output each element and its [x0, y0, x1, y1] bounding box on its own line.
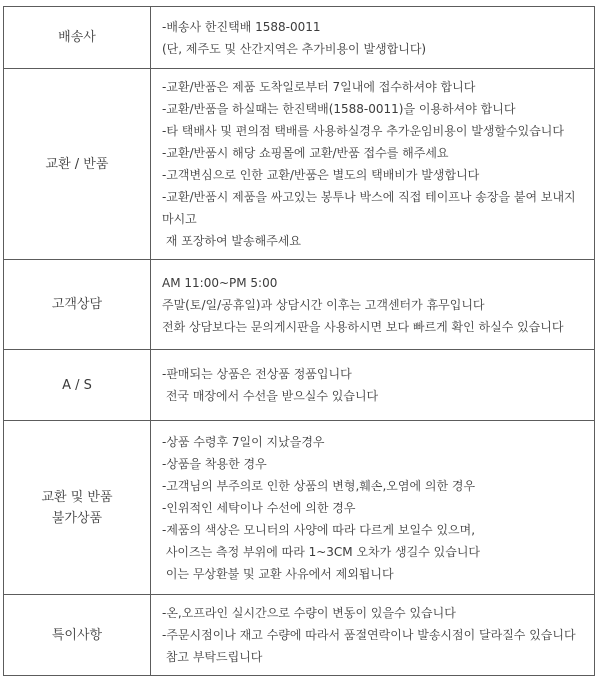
row-content-cell: [151, 421, 595, 595]
row-label-cell: [4, 350, 151, 421]
content-line: 전국 매장에서 수선을 받으실수 있습니다: [162, 389, 379, 403]
row-label-cell: [4, 421, 151, 595]
content-line: AM 11:00~PM 5:00: [162, 275, 278, 290]
content-line: -교환/반품시 해당 쇼핑몰에 교환/반품 접수를 해주세요: [162, 146, 449, 160]
row-label-cell: [4, 595, 151, 676]
table-row: [4, 260, 595, 350]
content-line: -인위적인 세탁이나 수선에 의한 경우: [162, 500, 356, 515]
content-line: -제품의 색상은 모니터의 사양에 따라 다르게 보일수 있으며,: [162, 522, 476, 537]
content-line: -판매되는 상품은 전상품 정품입니다: [162, 367, 352, 381]
content-line: 이는 무상환불 및 교환 사유에서 제외됩니다: [162, 566, 394, 581]
content-line: -온,오프라인 실시간으로 수량이 변동이 있을수 있습니다: [162, 606, 456, 620]
row-content-cell: [151, 350, 595, 421]
row-label-line: 고객상담: [51, 297, 103, 312]
content-line: -교환/반품은 제품 도착일로부터 7일내에 접수하셔야 합니다: [162, 80, 476, 94]
row-label-line: 불가상품: [51, 510, 103, 526]
content-line: 주말(토/일/공휴일)과 상담시간 이후는 고객센터가 휴무입니다: [162, 297, 485, 312]
content-line: -상품을 착용한 경우: [162, 456, 267, 471]
table-row: [4, 69, 595, 260]
row-content-cell: [151, 595, 595, 676]
table-row: [4, 7, 595, 69]
row-label-cell: [4, 7, 151, 69]
content-line: 재 포장하여 발송해주세요: [162, 234, 301, 248]
table-row: [4, 595, 595, 676]
content-line: -교환/반품을 하실때는 한진택배(1588-0011)을 이용하셔야 합니다: [162, 102, 516, 116]
shipping-info-table: [3, 6, 595, 676]
content-line: 참고 부탁드립니다: [162, 650, 263, 664]
row-content-cell: [151, 69, 595, 260]
content-line: -상품 수령후 7일이 지났을경우: [162, 434, 325, 449]
row-label-line: 배송사: [58, 30, 96, 45]
row-label-line: A / S: [62, 377, 92, 393]
info-table-body: [4, 7, 595, 676]
content-line: -교환/반품시 제품을 싸고있는 봉투나 박스에 직접 테이프나 송장을 붙여 보내지 마시고: [162, 190, 580, 226]
content-line: -고객변심으로 인한 교환/반품은 별도의 택배비가 발생합니다: [162, 168, 480, 182]
content-line: 전화 상담보다는 문의게시판을 사용하시면 보다 빠르게 확인 하실수 있습니다: [162, 319, 564, 334]
row-label-line: 교환 및 반품: [41, 489, 113, 505]
content-line: (단, 제주도 및 산간지역은 추가비용이 발생합니다): [162, 41, 427, 56]
content-line: -타 택배사 및 편의점 택배를 사용하실경우 추가운임비용이 발생할수있습니다: [162, 124, 564, 138]
row-content-cell: [151, 7, 595, 69]
row-label-cell: [4, 260, 151, 350]
table-row: [4, 421, 595, 595]
content-line: -배송사 한진택배 1588-0011: [162, 19, 321, 34]
row-label-line: 특이사항: [51, 627, 103, 643]
content-line: -주문시점이나 재고 수량에 따라서 품절연락이나 발송시점이 달라질수 있습니다: [162, 628, 576, 642]
row-label-line: 교환 / 반품: [45, 156, 109, 172]
row-content-cell: [151, 260, 595, 350]
row-label-cell: [4, 69, 151, 260]
content-line: 사이즈는 측정 부위에 따라 1~3CM 오차가 생길수 있습니다: [162, 544, 481, 559]
table-row: [4, 350, 595, 421]
content-line: -고객님의 부주의로 인한 상품의 변형,훼손,오염에 의한 경우: [162, 478, 476, 493]
